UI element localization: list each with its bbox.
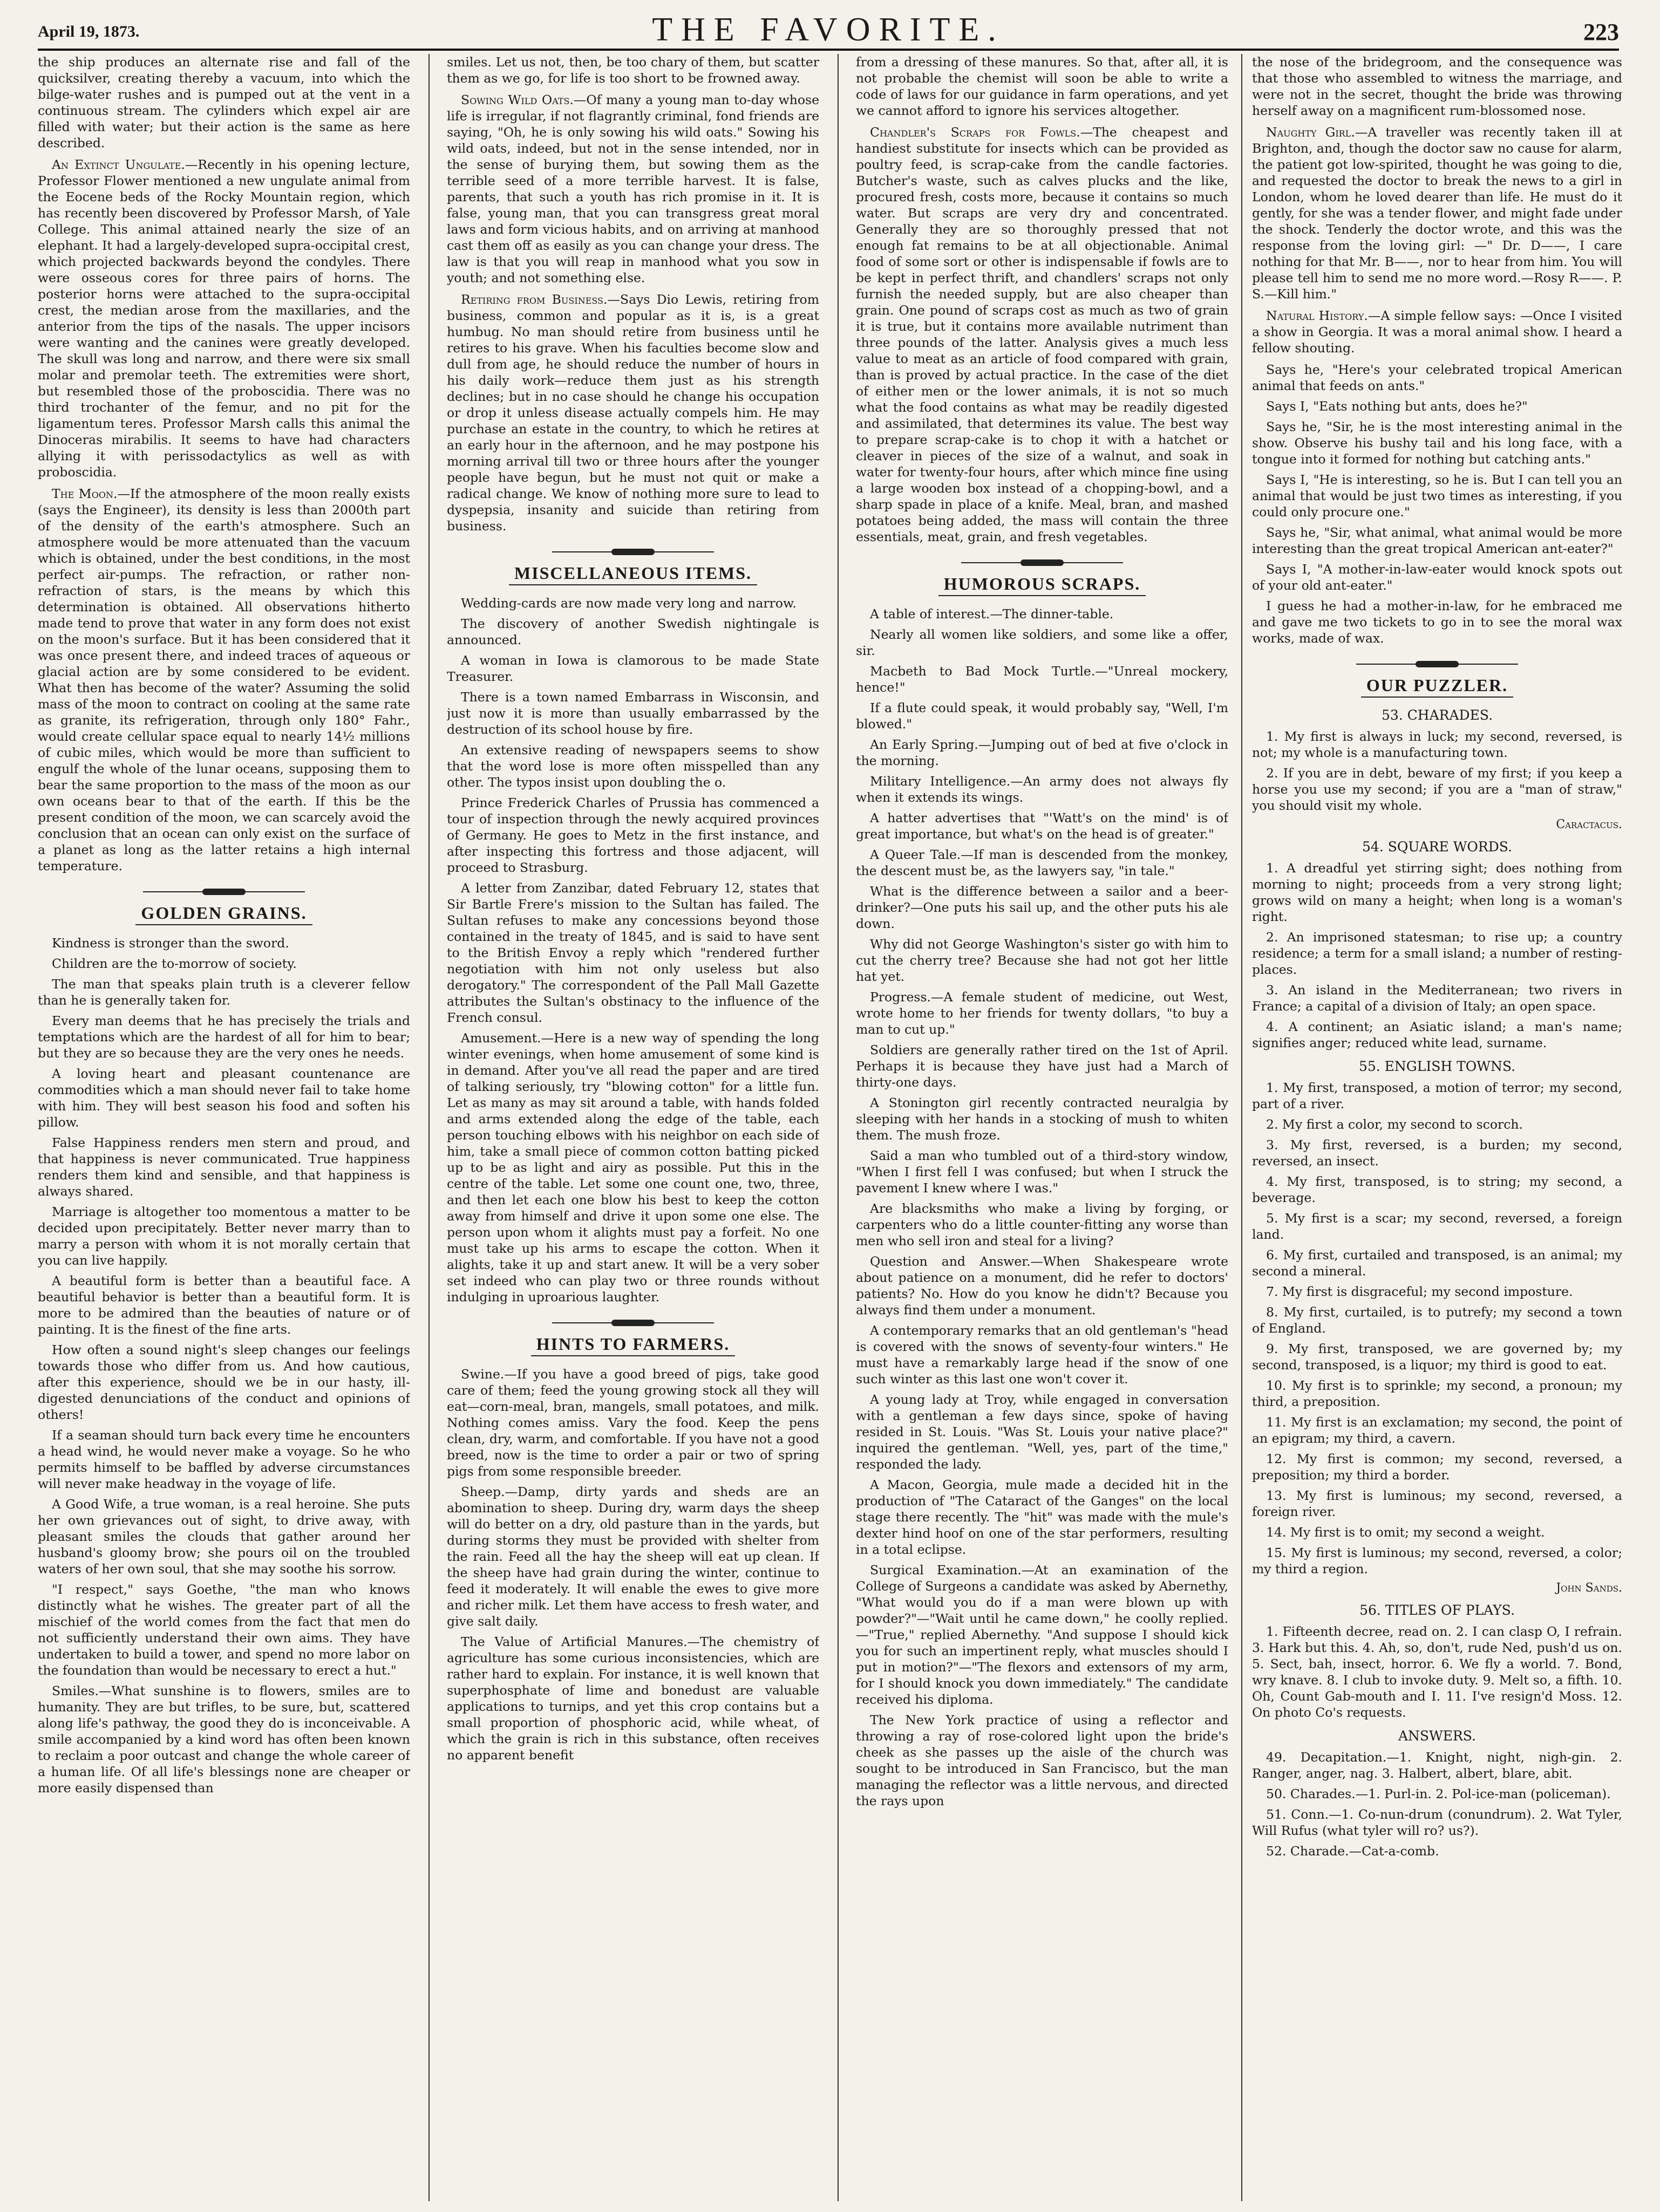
- article-chandler-scraps: [856, 124, 1228, 545]
- section-title: OUR PUZZLER.: [1361, 675, 1513, 698]
- puzzle-item: 1. My first is always in luck; my second, reversed, is not; my whole is a manufacturing town.: [1252, 729, 1622, 760]
- puzzle-item: 12. My first is common; my second, reversed, a preposition; my third a border.: [1252, 1451, 1622, 1483]
- ornament-rule: [552, 548, 714, 556]
- section-header: [856, 559, 1228, 596]
- answer-item: 50. Charades.—1. Purl-in. 2. Pol-ice-man (policeman).: [1266, 1786, 1611, 1801]
- paragraph: Says he, "Sir, he is the most interesting animal in the show. Observe his bushy tail and his long face, with a tongue into it formed for nothing but catching ants.": [1252, 419, 1622, 467]
- list-item: A beautiful form is better than a beautiful face. A beautiful behavior is better than a beautiful form. It is more to be admired than the beauties of nature or of painting. It is the finest of the fine arts.: [38, 1273, 410, 1337]
- puzzle-item: 4. My first, transposed, is to string; my second, a beverage.: [1252, 1174, 1622, 1205]
- puzzle-item: 2. My first a color, my second to scorch.: [1266, 1117, 1523, 1132]
- list-item: Wedding-cards are now made very long and narrow.: [461, 596, 797, 611]
- list-item: Children are the to-morrow of society.: [52, 956, 297, 971]
- article-lead: Sowing Wild Oats.: [461, 92, 574, 107]
- list-item: A loving heart and pleasant countenance are commodities which a man should never fail to take home with him. They will best season his food and soften his pillow.: [38, 1066, 410, 1130]
- article-body: —Of many a young man to-day whose life is irregular, if not flagrantly criminal, fond friends are saying, "Oh, he is only sowing his wild oats." Sowing his wild oats, indeed, but not in the sense intended, nor in the sense of burying them, but sowing them as the terrible seed of a more terrible harvest. It is false, parents, that such a youth has rich promise in it. It is false, young man, that you can transgress great moral laws and form vicious habits, and on arriving at manhood cast them off as easily as you can change your dress. The law is that you will reap in manhood what you sow in youth; and not something else.: [447, 92, 819, 285]
- list-item: The New York practice of using a reflector and throwing a ray of rose-colored light upon the bride's cheek as she passes up the aisle of the church was sought to be introduced in San Francisco, but the man managing the reflector was a little nervous, and directed the rays upon: [856, 1712, 1228, 1808]
- column-rule: [838, 54, 839, 2201]
- puzzle-item: 3. An island in the Mediterranean; two rivers in France; a capital of a division of Italy; an open space.: [1252, 982, 1622, 1014]
- page-columns: [38, 54, 1622, 2201]
- article-natural-history: [1252, 308, 1622, 356]
- article-lead: Natural History.: [1266, 308, 1368, 323]
- puzzle-heading: 53. CHARADES.: [1381, 707, 1493, 723]
- answer-item: 51. Conn.—1. Co-nun-drum (conundrum). 2. Wat Tyler, Will Rufus (what tyler will ro? us?).: [1252, 1807, 1622, 1838]
- list-item: If a seaman should turn back every time he encounters a head wind, he would never make a voyage. So he who permits himself to be baffled by adverse circumstances will never make headway in the voyage of life.: [38, 1428, 410, 1491]
- column-rule: [428, 54, 430, 2201]
- answers-heading: ANSWERS.: [1398, 1728, 1476, 1744]
- list-item: A letter from Zanzibar, dated February 12, states that Sir Bartle Frere's mission to the Sultan has failed. The Sultan refuses to make any concessions beyond those contained in the treaty of 1845, and is said to have sent to the British Envoy a reply which "rendered further negotiation with him not only useless but also derogatory." The correspondent of the Pall Mall Gazette attributes the Sultan's obstinacy to the influence of the French consul.: [447, 880, 819, 1025]
- puzzle-item: 1. My first, transposed, a motion of terror; my second, part of a river.: [1252, 1080, 1622, 1111]
- puzzle-item: 6. My first, curtailed and transposed, is an animal; my second a mineral.: [1252, 1247, 1622, 1279]
- puzzle-heading: 56. TITLES OF PLAYS.: [1359, 1602, 1515, 1618]
- section-header: [1252, 660, 1622, 698]
- puzzle-item: 13. My first is luminous; my second, reversed, a foreign river.: [1252, 1488, 1622, 1519]
- article-wild-oats: [447, 92, 819, 286]
- ornament-rule: [552, 1319, 714, 1327]
- list-item: A contemporary remarks that an old gentleman's "head is covered with the snows of seventy-four winters." He must have a remarkably large head if the snow of one such winter as this last one won't cover it.: [856, 1323, 1228, 1387]
- list-item: Sheep.—Damp, dirty yards and sheds are an abomination to sheep. During dry, warm days the sheep will do better on a dry, old pasture than in the yards, but during storms they must be provided with shelter from the rain. Feed all the hay the sheep will eat up clean. If the sheep have had grain during the winter, continue to feed it moderately. It will enable the ewes to give more and richer milk. Let them have access to fresh water, and give salt daily.: [447, 1484, 819, 1629]
- article-body: —Recently in his opening lecture, Professor Flower mentioned a new ungulate animal from the Eocene beds of the Rocky Mountain region, which has recently been discovered by Professor Marsh, of Yale College. This animal attained nearly the size of an elephant. It had a largely-developed supra-occipital crest, which projected backwards beyond the condyles. There were osseous cores for three pairs of horns. The posterior horns were attached to the supra-occipital crest, the median arose from the maxillaries, and the anterior from the tips of the nasals. The upper incisors were wanting and the canines were greatly developed. The skull was long and narrow, and there were six small molar and premolar teeth. The extremities were short, but resembled those of the proboscidia. There was no third trochanter of the femur, and no pit for the ligamentum teres. Professor Marsh calls this animal the Dinoceras mirabilis. It seems to have had characters allying it with perissodactylics as well as with proboscidia.: [38, 157, 410, 480]
- section-header: [38, 888, 410, 925]
- section-header: [447, 1319, 819, 1356]
- list-item: Why did not George Washington's sister go with him to cut the cherry tree? Because she had not got her little hat yet.: [856, 937, 1228, 984]
- list-item: A young lady at Troy, while engaged in conversation with a gentleman a few days since, spoke of having resided in St. Louis. "Was St. Louis your native place?" inquired the gentleman. "Well, yes, part of the time," responded the lady.: [856, 1392, 1228, 1472]
- puzzle-heading: 54. SQUARE WORDS.: [1362, 839, 1512, 855]
- masthead: [38, 11, 1619, 51]
- list-item: If a flute could speak, it would probably say, "Well, I'm blowed.": [856, 700, 1228, 732]
- puzzle-item: 2. If you are in debt, beware of my first; if you keep a horse you use my second; if you are a "man of straw," you should visit my whole.: [1252, 766, 1622, 813]
- column-4: [1252, 54, 1622, 2201]
- article-lead: Naughty Girl.: [1266, 125, 1355, 140]
- column-rule: [1241, 54, 1242, 2201]
- list-item: Surgical Examination.—At an examination of the College of Surgeons a candidate was asked by Abernethy, "What would you do if a man were blown up with powder?"—"Wait until he came down," he coolly replied.—"True," replied Abernethy. "And suppose I should kick you for such an impertinent reply, what muscles should I put in motion?"—"The flexors and extensors of my arm, for I should knock you down immediately." The candidate received his diploma.: [856, 1562, 1228, 1707]
- paragraph: Says I, "He is interesting, so he is. But I can tell you an animal that would be just two times as interesting, if you could only procure one.": [1252, 472, 1622, 520]
- list-item: "I respect," says Goethe, "the man who knows distinctly what he wishes. The greater part of all the mischief of the world comes from the fact that men do not sufficiently understand their own aims. They have undertaken to build a tower, and spend no more labor on the foundation than would be necessary to erect a hut.": [38, 1582, 410, 1678]
- puzzle-item: 4. A continent; an Asiatic island; a man's name; signifies anger; reduced white lead, surname.: [1252, 1019, 1622, 1050]
- puzzle-item: 7. My first is disgraceful; my second imposture.: [1266, 1284, 1573, 1299]
- list-item: A Macon, Georgia, mule made a decided hit in the production of "The Cataract of the Ganges" on the local stage there recently. The "hit" was made with the mule's dexter hind hoof on one of the star performers, resulting in a total eclipse.: [856, 1477, 1228, 1557]
- section-title: MISCELLANEOUS ITEMS.: [509, 563, 757, 585]
- article-lead: An Extinct Ungulate.: [52, 157, 185, 172]
- list-item: An extensive reading of newspapers seems to show that the word lose is more often misspelled than any other. The typos insist upon doubling the o.: [447, 742, 819, 790]
- puzzle-item: 1. Fifteenth decree, read on. 2. I can clasp O, I refrain. 3. Hark but this. 4. Ah, so, don't, rude Ned, push'd us on. 5. Sect, bah, insect, horror. 6. We fly a world. 7. Bond, wry knave. 8. I club to invoke duty. 9. Melt so, a fifth. 10. Oh, Count Gab-mouth and I. 11. I've resign'd Moss. 12. On photo Co's requests.: [1252, 1624, 1622, 1720]
- article-body: —If the atmosphere of the moon really exists (says the Engineer), its density is less than 2000th part of the density of the earth's atmosphere. Such an atmosphere would be more attenuated than the vacuum which is obtained, under the best conditions, in the most perfect air-pumps. The refraction, or rather non-refraction of stars, is the means by which this determination is obtained. All observations hitherto made tend to prove that water in any form does not exist on the moon's surface. But it has been considered that it was once present there, and indeed traces of aqueous or glacial action are by some considered to be evident. What then has become of the water? Assuming the solid mass of the moon to contract on cooling at the same rate as granite, its refrigeration, through only 180° Fahr., would create cellular space equal to nearly 14½ millions of cubic miles, which would be more than sufficient to engulf the whole of the lunar oceans, supposing them to bear the same proportion to the mass of the moon as our own oceans bear to that of the earth. If this be the present condition of the moon, we can scarcely avoid the conclusion that an ocean can only exist on the surface of a planet as long as the latter retains a high internal temperature.: [38, 486, 410, 873]
- paragraph: Says he, "Here's your celebrated tropical American animal that feeds on ants.": [1252, 362, 1622, 393]
- puzzle-item: 9. My first, transposed, we are governed by; my second, transposed, is a liquor; my third is good to eat.: [1252, 1341, 1622, 1373]
- puzzle-item: 14. My first is to omit; my second a weight.: [1266, 1525, 1545, 1540]
- list-item: A woman in Iowa is clamorous to be made State Treasurer.: [447, 653, 819, 684]
- list-item: Macbeth to Bad Mock Turtle.—"Unreal mockery, hence!": [856, 664, 1228, 695]
- list-item: How often a sound night's sleep changes our feelings towards those who differ from us. And how cautious, after this experience, should we be in our hasty, ill-digested denunciations of the conduct and opinions of others!: [38, 1342, 410, 1422]
- puzzle-item: 15. My first is luminous; my second, reversed, a color; my third a region.: [1252, 1545, 1622, 1576]
- ornament-rule: [961, 559, 1123, 566]
- paragraph: I guess he had a mother-in-law, for he embraced me and gave me two tickets to go in to see the moral wax works, made of wax.: [1252, 598, 1622, 646]
- list-item: Nearly all women like soldiers, and some like a offer, sir.: [856, 627, 1228, 658]
- list-item: A table of interest.—The dinner-table.: [870, 606, 1114, 622]
- list-item: A Stonington girl recently contracted neuralgia by sleeping with her hands in a stocking of mush to whiten them. The mush froze.: [856, 1095, 1228, 1143]
- issue-date: April 19, 1873.: [38, 23, 140, 40]
- list-item: There is a town named Embarrass in Wisconsin, and just now it is more than usually embarrassed by the destruction of its school house by fire.: [447, 689, 819, 737]
- paragraph: from a dressing of these manures. So that, after all, it is not probable the chemist will soon be able to write a code of laws for our guidance in farm operations, and yet we cannot afford to ignore his services altogether.: [856, 54, 1228, 118]
- list-item: False Happiness renders men stern and proud, and that happiness is never communicated. True happiness renders them kind and sensible, and that happiness is always shared.: [38, 1135, 410, 1199]
- section-header: [447, 548, 819, 585]
- page-number: 223: [1583, 19, 1619, 45]
- contributor-signature: John Sands.: [1556, 1581, 1622, 1595]
- section-title: GOLDEN GRAINS.: [135, 903, 312, 925]
- list-item: Swine.—If you have a good breed of pigs, take good care of them; feed the young growing stock all they will eat—corn-meal, bran, mangels, small potatoes, and milk. Nothing comes amiss. Vary the food. Keep the pens clean, dry, warm, and comfortable. If you have not a good breed, now is the time to order a pair or two of spring pigs from some responsible breeder.: [447, 1367, 819, 1479]
- article-extinct-ungulate: [38, 156, 410, 480]
- article-lead: Chandler's Scraps for Fowls.: [870, 125, 1080, 140]
- article-body: —A traveller was recently taken ill at Brighton, and, though the doctor saw no cause for alarm, the patient got low-spirited, thought he was going to die, and requested the doctor to break the news to a girl in London, whom he loved dearer than life. He must do it gently, for she was a tender flower, and might fade under the shock. Tenderly the doctor wrote, and this was the response from the loving girl: —" Dr. D——, I care nothing for that Mr. B——, nor to hear from him. You will please tell him to send me no more word.—Rosy R——. P. S.—Kill him.": [1252, 125, 1622, 302]
- article-body: —Says Dio Lewis, retiring from business, common and popular as it is, is a great humbug. No man should retire from business until he retires to his grave. When his faculties become slow and dull from age, he should reduce the number of hours in his daily work—reduce them just as his strength declines; but in no case should he change his occupation or drop it unless disease actually compels him. He may purchase an estate in the country, to which he retires at an early hour in the afternoon, and he may postpone his morning arrival till two or three hours after the younger people have begun, but he must not quit or make a radical change. We know of nothing more sure to lead to dyspepsia, insanity and suicide than retiring from business.: [447, 292, 819, 534]
- list-item: The man that speaks plain truth is a cleverer fellow than he is generally taken for.: [38, 977, 410, 1008]
- paragraph: the nose of the bridegroom, and the consequence was that those who assembled to witness the marriage, and were not in the secret, thought the bride was throwing herself away on a magnificent rum-blossomed nose.: [1252, 54, 1622, 118]
- answer-item: 52. Charade.—Cat-a-comb.: [1266, 1844, 1439, 1859]
- list-item: Amusement.—Here is a new way of spending the long winter evenings, when home amusement of some kind is in demand. After you've all read the paper and are tired of talking seriously, try "blowing cotton" for a little fun. Let as many as may sit around a table, with hands folded and arms extended along the edge of the table, each person touching elbows with his neighbor on each side of him, take a small piece of common cotton batting picked up to be as light and airy as possible. Put this in the centre of the table. Let some one count one, two, three, and then let each one blow his best to keep the cotton away from himself and drive it upon some one else. The person upon whom it alights must pay a forfeit. No one must take up his arms to escape the cotton. When it alights, take it up and start anew. It will be a very sober set indeed who can play two or three rounds without indulging in uproarious laughter.: [447, 1030, 819, 1305]
- list-item: The discovery of another Swedish nightingale is announced.: [447, 616, 819, 647]
- puzzle-item: 11. My first is an exclamation; my second, the point of an epigram; my third, a cavern.: [1252, 1415, 1622, 1446]
- puzzle-item: 10. My first is to sprinkle; my second, a pronoun; my third, a preposition.: [1252, 1378, 1622, 1409]
- list-item: Every man deems that he has precisely the trials and temptations which are the hardest of all for him to bear; but they are so because they are the very ones he needs.: [38, 1013, 410, 1061]
- ornament-rule: [1356, 660, 1518, 668]
- list-item: Marriage is altogether too momentous a matter to be decided upon precipitately. Better never marry than to marry a person with whom it is not morally certain that you can live happily.: [38, 1204, 410, 1268]
- list-item: Question and Answer.—When Shakespeare wrote about patience on a monument, did he refer to doctors' patients? No. How do you know he didn't? Because you always find them under a monument.: [856, 1254, 1228, 1317]
- article-the-moon: [38, 486, 410, 874]
- paragraph: Says I, "A mother-in-law-eater would knock spots out of your old ant-eater.": [1252, 562, 1622, 593]
- puzzle-item: 8. My first, curtailed, is to putrefy; my second a town of England.: [1252, 1305, 1622, 1336]
- puzzle-item: 5. My first is a scar; my second, reversed, a foreign land.: [1252, 1211, 1622, 1242]
- puzzle-item: 1. A dreadful yet stirring sight; does nothing from morning to night; proceeds from a very strong light; grows wild on many a height; when long is a woman's right.: [1252, 861, 1622, 924]
- puzzle-item: 2. An imprisoned statesman; to rise up; a country residence; a term for a small island; a number of resting-places.: [1252, 930, 1622, 977]
- column-2: [447, 54, 819, 2201]
- list-item: The Value of Artificial Manures.—The chemistry of agriculture has some curious inconsistencies, which are rather hard to explain. For instance, it is well known that superphosphate of lime and bonedust are valuable applications to turnips, and yet this crop contains but a small proportion of phosphoric acid, while wheat, of which the grain is rich in this substance, often receives no apparent benefit: [447, 1634, 819, 1763]
- list-item: Prince Frederick Charles of Prussia has commenced a tour of inspection through the newly acquired provinces of Germany. He goes to Metz in the first instance, and after inspecting this fortress and those adjacent, will proceed to Strasburg.: [447, 795, 819, 875]
- article-naughty-girl: [1252, 124, 1622, 302]
- article-lead: Retiring from Business.: [461, 292, 608, 307]
- article-body: —The cheapest and handiest substitute for insects which can be provided as poultry feed, is scrap-cake from the candle factories. Butcher's waste, such as calves plucks and the like, procured fresh, costs more, because it contains so much water. But scraps are very dry and concentrated. Generally they are so thoroughly pressed that not enough fat remains to be at all objectionable. Animal food of some sort or other is indispensable if fowls are to be kept in perfect thrift, and chandlers' scraps not only furnish the needed supply, but are also cheaper than grain. One pound of scraps cost as much as two of grain it is true, but it contains more available nutriment than three pounds of the latter. Analysis gives a much less value to meat as an article of food compared with grain, than is proved by actual practice. In the case of the diet of either men or the lower animals, it is not so much what the food contains as what may be readily digested and assimilated, that determines its value. The best way to prepare scrap-cake is to chop it with a hatchet or cleaver in pieces of the size of a walnut, and soak in water for twenty-four hours, after which mince fine using a large wooden box instead of a chopping-bowl, and a sharp spade in place of a knife. Meal, bran, and mashed potatoes being added, the mass will contain the three essentials, meat, grain, and fresh vegetables.: [856, 125, 1228, 544]
- list-item: An Early Spring.—Jumping out of bed at five o'clock in the morning.: [856, 737, 1228, 768]
- article-lead: The Moon.: [52, 486, 118, 501]
- list-item: Soldiers are generally rather tired on the 1st of April. Perhaps it is because they have just had a March of thirty-one days.: [856, 1042, 1228, 1090]
- list-item: A Good Wife, a true woman, is a real heroine. She puts her own grievances out of sight, to drive away, with pleasant smiles the clouds that gather around her husband's gloomy brow; she pours oil on the troubled waters of her own soul, that she may soothe his sorrow.: [38, 1497, 410, 1576]
- list-item: Military Intelligence.—An army does not always fly when it extends its wings.: [856, 774, 1228, 805]
- list-item: Progress.—A female student of medicine, out West, wrote home to her friends for twenty dollars, "to buy a man to cut up.": [856, 989, 1228, 1037]
- column-1: [38, 54, 410, 2201]
- contributor-signature: Caractacus.: [1556, 818, 1622, 831]
- paragraph: Says I, "Eats nothing but ants, does he?": [1266, 399, 1528, 414]
- list-item: What is the difference between a sailor and a beer-drinker?—One puts his sail up, and the other puts his ale down.: [856, 884, 1228, 931]
- answer-item: 49. Decapitation.—1. Knight, night, nigh-gin. 2. Ranger, anger, nag. 3. Halbert, albert, blare, abit.: [1252, 1750, 1622, 1781]
- article-retiring: [447, 291, 819, 534]
- list-item: Smiles.—What sunshine is to flowers, smiles are to humanity. They are but trifles, to be sure, but, scattered along life's pathway, the good they do is inconceivable. A smile accompanied by a kind word has often been known to reclaim a poor outcast and change the whole career of a human life. Of all life's blessings none are cheaper or more easily dispensed than: [38, 1683, 410, 1795]
- paragraph: the ship produces an alternate rise and fall of the quicksilver, creating thereby a vacuum, into which the bilge-water rushes and is pumped out at the vent in a continuous stream. The cylinders which expel air are filled with water; but their action is the same as here described.: [38, 54, 410, 151]
- paragraph: smiles. Let us not, then, be too chary of them, but scatter them as we go, for life is too short to be frowned away.: [447, 54, 819, 86]
- article-body: —A simple fellow says: —Once I visited a show in Georgia. It was a moral animal show. I heard a fellow shouting.: [1252, 308, 1622, 356]
- newspaper-title: THE FAVORITE.: [652, 11, 1005, 48]
- section-title: HUMOROUS SCRAPS.: [938, 574, 1146, 596]
- section-title: HINTS TO FARMERS.: [531, 1334, 736, 1356]
- list-item: Are blacksmiths who make a living by forging, or carpenters who do a little counter-fitting any worse than men who sell iron and steal for a living?: [856, 1201, 1228, 1248]
- list-item: A hatter advertises that "'Watt's on the mind' is of great importance, but what's on the head is of greater.": [856, 810, 1228, 842]
- paragraph: Says he, "Sir, what animal, what animal would be more interesting than the great tropical American ant-eater?": [1252, 525, 1622, 556]
- list-item: Said a man who tumbled out of a third-story window, "When I first fell I was confused; but when I struck the pavement I knew where I was.": [856, 1148, 1228, 1196]
- ornament-rule: [143, 888, 305, 896]
- puzzle-heading: 55. ENGLISH TOWNS.: [1358, 1059, 1516, 1074]
- list-item: A Queer Tale.—If man is descended from the monkey, the descent must be, as the lawyers say, "in tale.": [856, 847, 1228, 878]
- list-item: Kindness is stronger than the sword.: [52, 936, 289, 951]
- column-3: [856, 54, 1228, 2201]
- puzzle-item: 3. My first, reversed, is a burden; my second, reversed, an insect.: [1252, 1137, 1622, 1169]
